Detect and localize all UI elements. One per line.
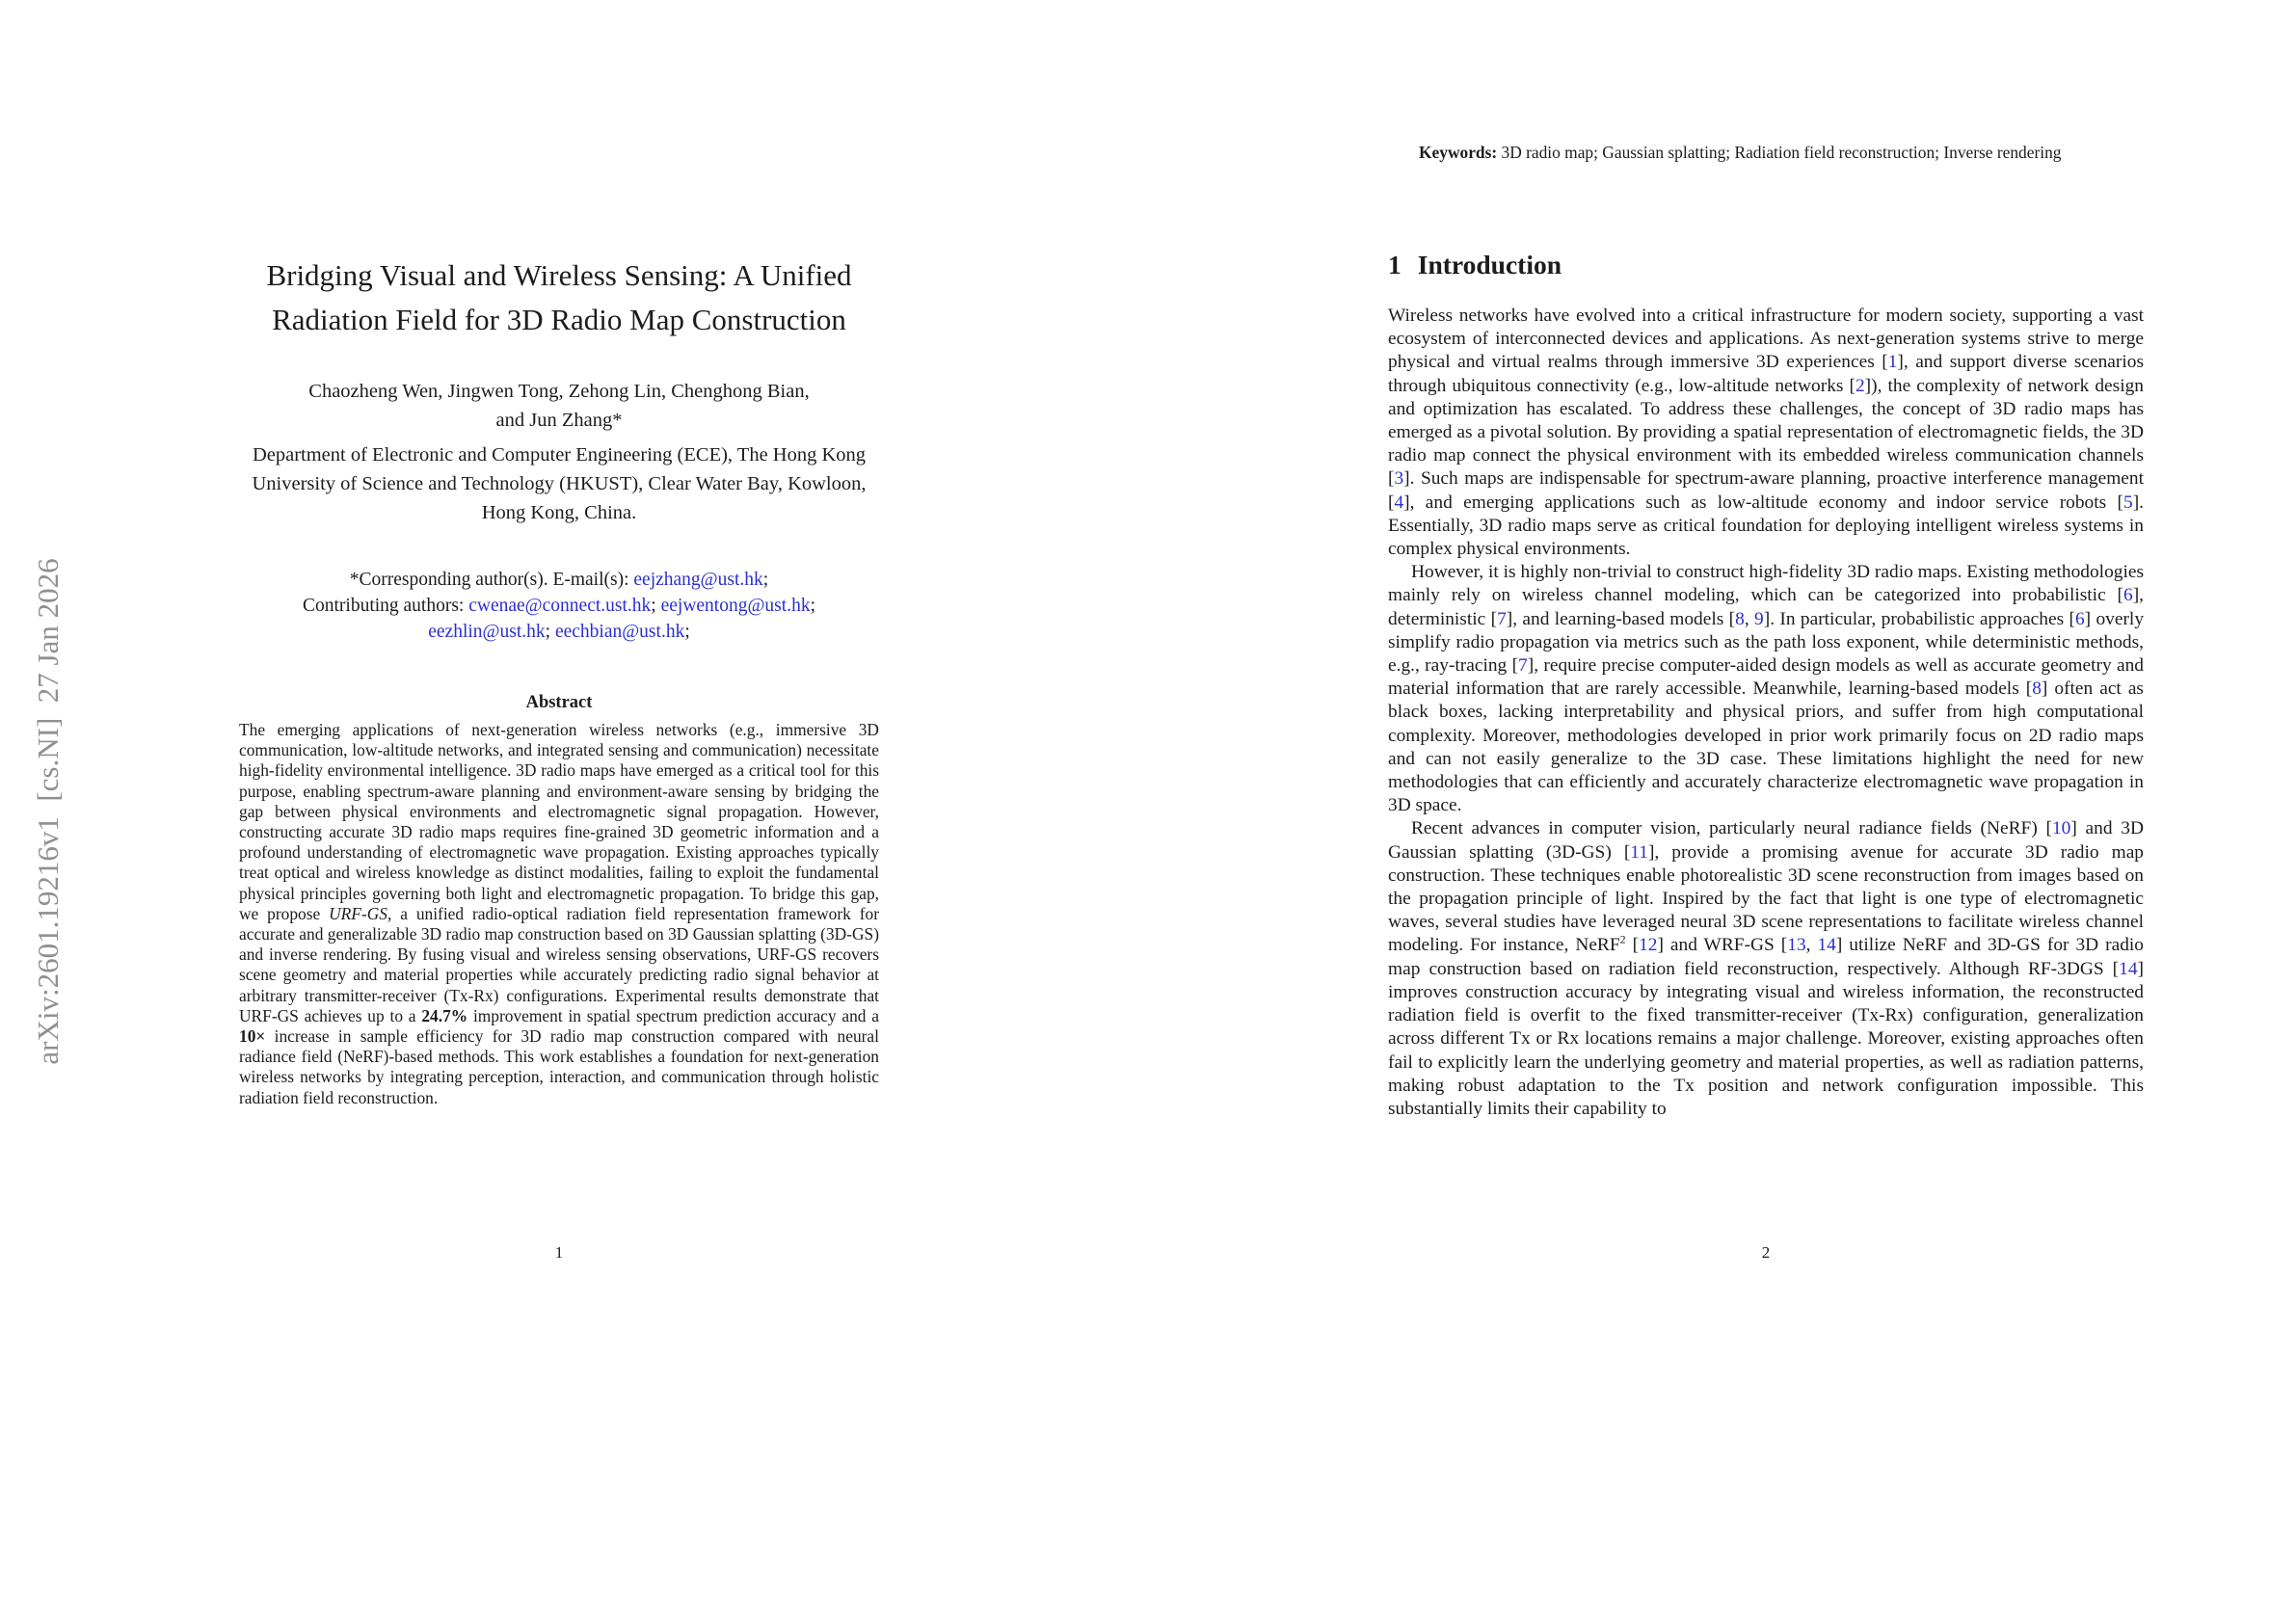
- page-2: [1388, 0, 2144, 1623]
- email-link[interactable]: eechbian@ust.hk: [554, 622, 685, 642]
- citation-link[interactable]: 4: [1394, 492, 1404, 513]
- citation-link[interactable]: 12: [1639, 935, 1658, 956]
- page-1: [222, 0, 896, 1623]
- citation-link[interactable]: 6: [2122, 585, 2133, 606]
- section-title: Introduction: [1417, 250, 1562, 279]
- intro-paragraph-2: However, it is highly non-trivial to construct high-fidelity 3D radio maps. Existing methodologies mainly rely on wireless channel modeling, which can be categorized into probabilistic [6], deterministic [7], and learning-based models [8, 9]. In particular, probabilistic approaches [6] overly simplify radio propagation via metrics such as the path loss exponent, while deterministic methods, e.g., ray-tracing [7], require precise computer-aided design models as well as accurate geometry and material information that are rarely accessible. Meanwhile, learning-based models [8] often act as black boxes, lacking interpretability and physical priors, and suffer from high computational complexity. Moreover, methodologies developed in prior work primarily focus on 2D radio maps and can not easily generalize to the 3D case. These limitations highlight the need for new methodologies that can efficiently and accurately characterize electromagnetic wave propagation in 3D space.: [1388, 562, 2145, 816]
- abstract-heading: Abstract: [525, 693, 593, 712]
- citation-link[interactable]: 3: [1394, 468, 1404, 490]
- arxiv-watermark: arXiv:2601.19216v1 [cs.NI] 27 Jan 2026: [31, 558, 65, 1065]
- affiliation: Department of Electronic and Computer Engineering (ECE), The Hong Kong University of Science and Technology (HKUST), Clear Water Bay, Kowloon, Hong Kong, China.: [252, 444, 867, 523]
- citation-link[interactable]: 14: [2119, 958, 2138, 979]
- citation-link[interactable]: 13: [1787, 935, 1806, 956]
- email-link[interactable]: eezhlin@ust.hk: [428, 622, 546, 642]
- citation-link[interactable]: 6: [2074, 608, 2085, 629]
- citation-link[interactable]: 1: [1887, 352, 1898, 373]
- abstract-text: The emerging applications of next-generation wireless networks (e.g., immersive 3D communication, low-altitude networks, and integrated sensing and communication) necessitate high-fidelity environmental intelligence. 3D radio maps have emerged as a critical tool for this purpose, enabling spectrum-aware planning and environment-aware sensing by bridging the gap between physical environments and electromagnetic signal propagation. However, constructing accurate 3D radio maps requires fine-grained 3D geometric information and a profound understanding of electromagnetic wave propagation. Existing approaches typically treat optical and wireless knowledge as distinct modalities, failing to exploit the fundamental physical principles governing both light and electromagnetic propagation. To bridge this gap, we propose URF-GS, a unified radio-optical radiation field representation framework for accurate and generalizable 3D radio map construction based on 3D Gaussian splatting (3D-GS) and inverse rendering. By fusing visual and wireless sensing observations, URF-GS recovers scene geometry and material properties while accurately predicting radio signal behavior at arbitrary transmitter-receiver (Tx-Rx) configurations. Experimental results demonstrate that URF-GS achieves up to a 24.7% improvement in spatial spectrum prediction accuracy and a 10× increase in sample efficiency for 3D radio map construction compared with neural radiance field (NeRF)-based methods. This work establishes a foundation for next-generation wireless networks by integrating perception, interaction, and communication through holistic radiation field reconstruction.: [239, 720, 880, 1107]
- citation-link[interactable]: 14: [1817, 935, 1836, 956]
- email-link[interactable]: eejzhang@ust.hk: [633, 570, 763, 590]
- page-number-1: 1: [554, 1243, 564, 1262]
- email-link[interactable]: cwenae@connect.ust.hk: [468, 596, 652, 616]
- correspondence-block: *Corresponding author(s). E-mail(s): eejzhang@ust.hk; Contributing authors: cwenae@connect.ust.hk; eejwentong@ust.hk; eezhlin@ust.hk; eechbian@ust.hk;: [302, 570, 815, 642]
- citation-link[interactable]: 10: [2051, 818, 2071, 839]
- citation-link[interactable]: 8: [2032, 678, 2042, 700]
- citation-link[interactable]: 11: [1630, 841, 1648, 863]
- keywords-block: Keywords: 3D radio map; Gaussian splatting; Radiation field reconstruction; Inverse rendering: [1419, 143, 2062, 162]
- citation-link[interactable]: 8: [1735, 608, 1745, 629]
- citation-link[interactable]: 7: [1518, 655, 1528, 677]
- email-link[interactable]: eejwentong@ust.hk: [660, 596, 811, 616]
- citation-link[interactable]: 5: [2122, 492, 2133, 513]
- page-number-2: 2: [1761, 1243, 1771, 1262]
- section-number: 1: [1388, 250, 1402, 279]
- intro-paragraph-3: Recent advances in computer vision, particularly neural radiance fields (NeRF) [10] and 3D Gaussian splatting (3D-GS) [11], provide a promising avenue for accurate 3D radio map construction. These techniques enable photorealistic 3D scene reconstruction from images based on the propagation principle of light. Inspired by the fact that light is one type of electromagnetic waves, several studies have leveraged neural 3D scene representations to facilitate wireless channel modeling. For instance, NeRF$^2$ [12] and WRF-GS [13, 14] utilize NeRF and 3D-GS for 3D radio map construction based on radiation field reconstruction, respectively. Although RF-3DGS [14] improves construction accuracy by integrating visual and wireless information, the reconstructed radiation field is overfit to the fixed transmitter-receiver (Tx-Rx) configuration, generalization across different Tx or Rx locations remains a major challenge. Moreover, existing approaches often fail to explicitly learn the underlying geometry and material properties, as well as radiation patterns, making robust adaptation to the Tx position and network configuration impossible. This substantially limits their capability to: [1388, 818, 2144, 1119]
- citation-link[interactable]: 7: [1497, 608, 1507, 629]
- paper-title: Bridging Visual and Wireless Sensing: A Unified Radiation Field for 3D Radio Map Construction: [266, 258, 852, 336]
- section-heading-introduction: [1388, 250, 2144, 280]
- author-list: Chaozheng Wen, Jingwen Tong, Zehong Lin, Chenghong Bian, and Jun Zhang*: [308, 381, 810, 431]
- intro-paragraph-1: Wireless networks have evolved into a critical infrastructure for modern society, supporting a vast ecosystem of interconnected devices and applications. As next-generation systems strive to merge physical and virtual realms through immersive 3D experiences [1], and support diverse scenarios through ubiquitous connectivity (e.g., low-altitude networks [2]), the complexity of network design and optimization has escalated. To address these challenges, the concept of 3D radio maps has emerged as a pivotal solution. By providing a spatial representation of electromagnetic fields, the 3D radio map connect the physical environment with its embedded wireless communication channels [3]. Such maps are indispensable for spectrum-aware planning, proactive interference management [4], and emerging applications such as low-altitude economy and indoor service robots [5]. Essentially, 3D radio maps serve as critical foundation for deploying intelligent wireless systems in complex physical environments.: [1388, 306, 2144, 560]
- citation-link[interactable]: 9: [1754, 608, 1764, 629]
- citation-link[interactable]: 2: [1855, 375, 1865, 396]
- introduction-body: [1388, 305, 2144, 1121]
